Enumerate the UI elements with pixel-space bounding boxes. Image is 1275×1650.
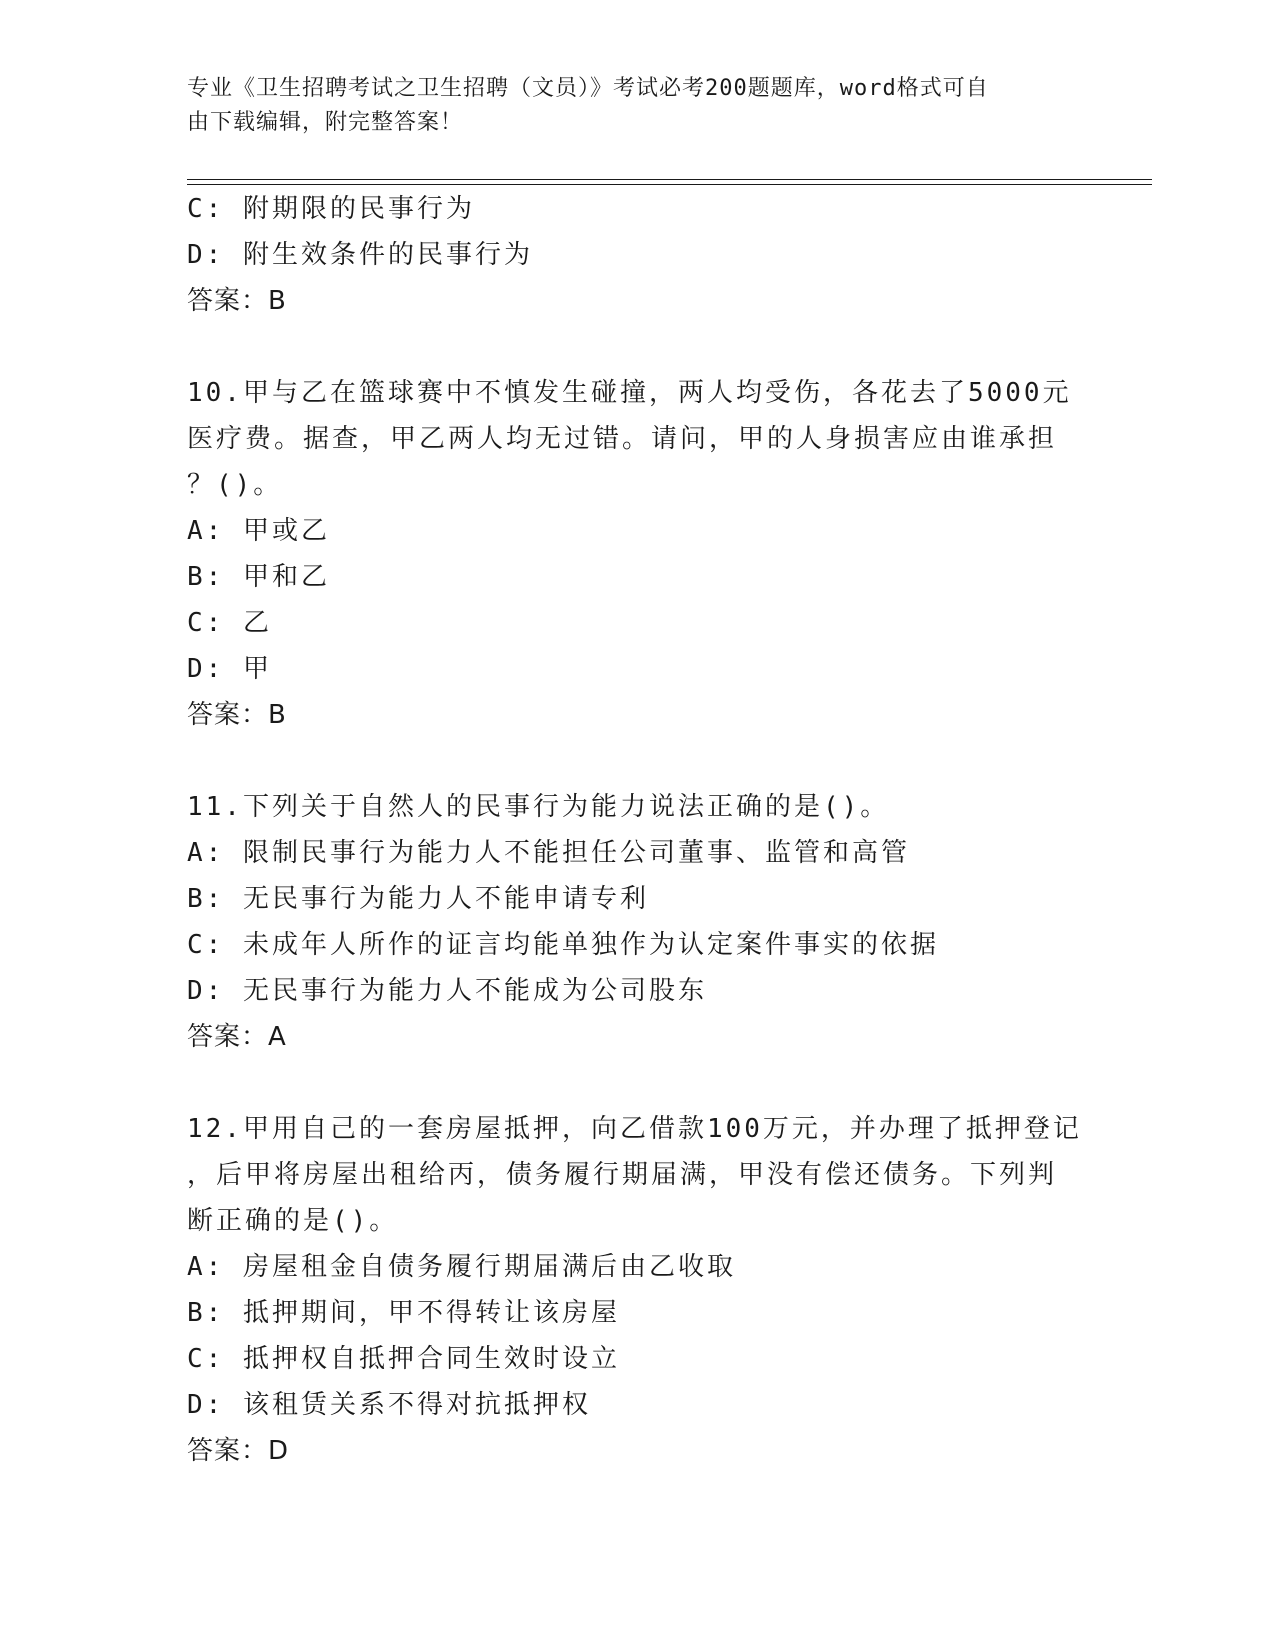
option-d: D: 该租赁关系不得对抗抵押权 [187,1390,591,1420]
spacer [187,324,1087,370]
option-c: C: 附期限的民事行为 [187,194,475,224]
option-a: A: 房屋租金自债务履行期届满后由乙收取 [187,1252,736,1282]
question-stem-line: 断正确的是()。 [187,1206,399,1236]
spacer [187,1060,1087,1106]
option-d: D: 附生效条件的民事行为 [187,240,533,270]
answer: 答案：D [187,1436,290,1466]
answer: 答案：A [187,1022,287,1052]
option-d: D: 无民事行为能力人不能成为公司股东 [187,976,707,1006]
option-c: C: 乙 [187,608,272,638]
option-b: B: 抵押期间，甲不得转让该房屋 [187,1298,620,1328]
option-c: C: 抵押权自抵押合同生效时设立 [187,1344,620,1374]
option-b: B: 无民事行为能力人不能申请专利 [187,884,649,914]
option-b: B: 甲和乙 [187,562,330,592]
header-line-2: 由下载编辑，附完整答案！ [187,110,464,135]
question-12 [187,1106,1087,1474]
document-header [187,72,1067,140]
header-line-1: 专业《卫生招聘考试之卫生招聘（文员）》考试必考200题题库，word格式可自 [187,76,989,101]
question-stem-line: ？()。 [187,470,283,500]
header-rule-top [187,179,1152,180]
header-rule-bottom [187,184,1152,185]
question-stem-line: 11.下列关于自然人的民事行为能力说法正确的是()。 [187,792,890,822]
spacer [187,738,1087,784]
question-11 [187,784,1087,1060]
question-stem-line: 医疗费。据查，甲乙两人均无过错。请问，甲的人身损害应由谁承担 [187,424,1058,454]
answer: 答案：B [187,700,287,730]
question-stem-line: 10.甲与乙在篮球赛中不慎发生碰撞，两人均受伤，各花去了5000元 [187,378,1072,408]
option-a: A: 甲或乙 [187,516,330,546]
question-9 [187,186,1087,324]
question-stem-line: ，后甲将房屋出租给丙，债务履行期届满，甲没有偿还债务。下列判 [187,1160,1058,1190]
option-d: D: 甲 [187,654,272,684]
answer: 答案：B [187,286,287,316]
question-stem-line: 12.甲用自己的一套房屋抵押，向乙借款100万元，并办理了抵押登记 [187,1114,1082,1144]
question-list [187,186,1087,1474]
question-10 [187,370,1087,738]
option-a: A: 限制民事行为能力人不能担任公司董事、监管和高管 [187,838,910,868]
option-c: C: 未成年人所作的证言均能单独作为认定案件事实的依据 [187,930,939,960]
